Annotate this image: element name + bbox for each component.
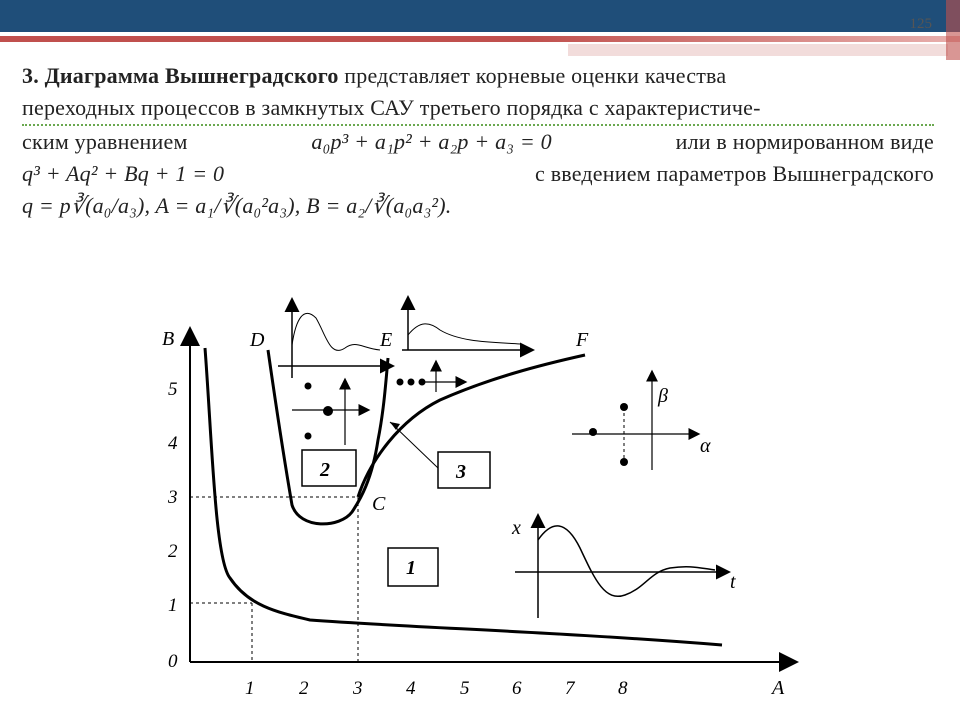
region-3-label: 3: [456, 461, 466, 483]
label-d: D: [250, 329, 265, 351]
line3-text-a: ским уравнением: [22, 129, 188, 154]
region-1-label: 1: [406, 557, 416, 579]
inset-x-label: x: [512, 517, 521, 539]
region-2-label: 2: [320, 459, 330, 481]
y-tick-3: 3: [168, 487, 178, 508]
root-dot: [589, 428, 597, 436]
y-tick-2: 2: [168, 541, 178, 562]
pointer-line: [390, 422, 438, 468]
line3-text-b: или в нормированном виде: [675, 129, 934, 154]
root-dot: [305, 383, 312, 390]
section-heading: 3. Диаграмма Вышнеградского: [22, 63, 339, 88]
beta-label: β: [658, 385, 668, 407]
vyshnegradsky-params: q = p∛(a₀/a₃), A = a₁/∛(a₀²a₃), B = a₂/∛(a₀a₃²).: [22, 193, 452, 218]
y-tick-0: 0: [168, 651, 178, 672]
y-tick-1: 1: [168, 595, 178, 616]
label-f: F: [576, 329, 589, 351]
x-tick-8: 8: [618, 678, 628, 699]
y-tick-5: 5: [168, 379, 178, 400]
page-number: 125: [909, 16, 932, 32]
root-dot: [408, 379, 415, 386]
line4-text-b: с введением параметров Вышнеградского: [535, 161, 934, 186]
label-e: E: [380, 329, 393, 351]
root-dot: [397, 379, 404, 386]
x-tick-2: 2: [299, 678, 309, 699]
x-tick-1: 1: [245, 678, 255, 699]
char-equation: a₀p³ + a₁p² + a₂p + a₃ = 0: [311, 129, 552, 154]
x-tick-6: 6: [512, 678, 522, 699]
inset-e-response: [408, 324, 520, 344]
root-dot: [305, 433, 312, 440]
alpha-label: α: [700, 435, 711, 457]
region-boundary-dc: [268, 350, 388, 524]
y-tick-4: 4: [168, 433, 178, 454]
inset-d-response: [292, 313, 380, 350]
x-tick-7: 7: [565, 678, 575, 699]
normalized-equation: q³ + Aq² + Bq + 1 = 0: [22, 161, 225, 186]
inset-xt-response: [538, 526, 715, 596]
y-axis-label: B: [162, 328, 175, 350]
x-tick-4: 4: [406, 678, 416, 699]
root-dot: [323, 406, 333, 416]
line1-rest: представляет корневые оценки качества: [338, 63, 727, 88]
x-tick-3: 3: [353, 678, 363, 699]
x-axis-label: A: [772, 677, 785, 699]
paragraph-line-2: переходных процессов в замкнутых САУ третьего порядка с характеристиче-: [22, 92, 934, 126]
x-tick-5: 5: [460, 678, 470, 699]
label-c: C: [372, 493, 386, 515]
inset-t-label: t: [730, 571, 736, 593]
root-dot: [419, 379, 426, 386]
